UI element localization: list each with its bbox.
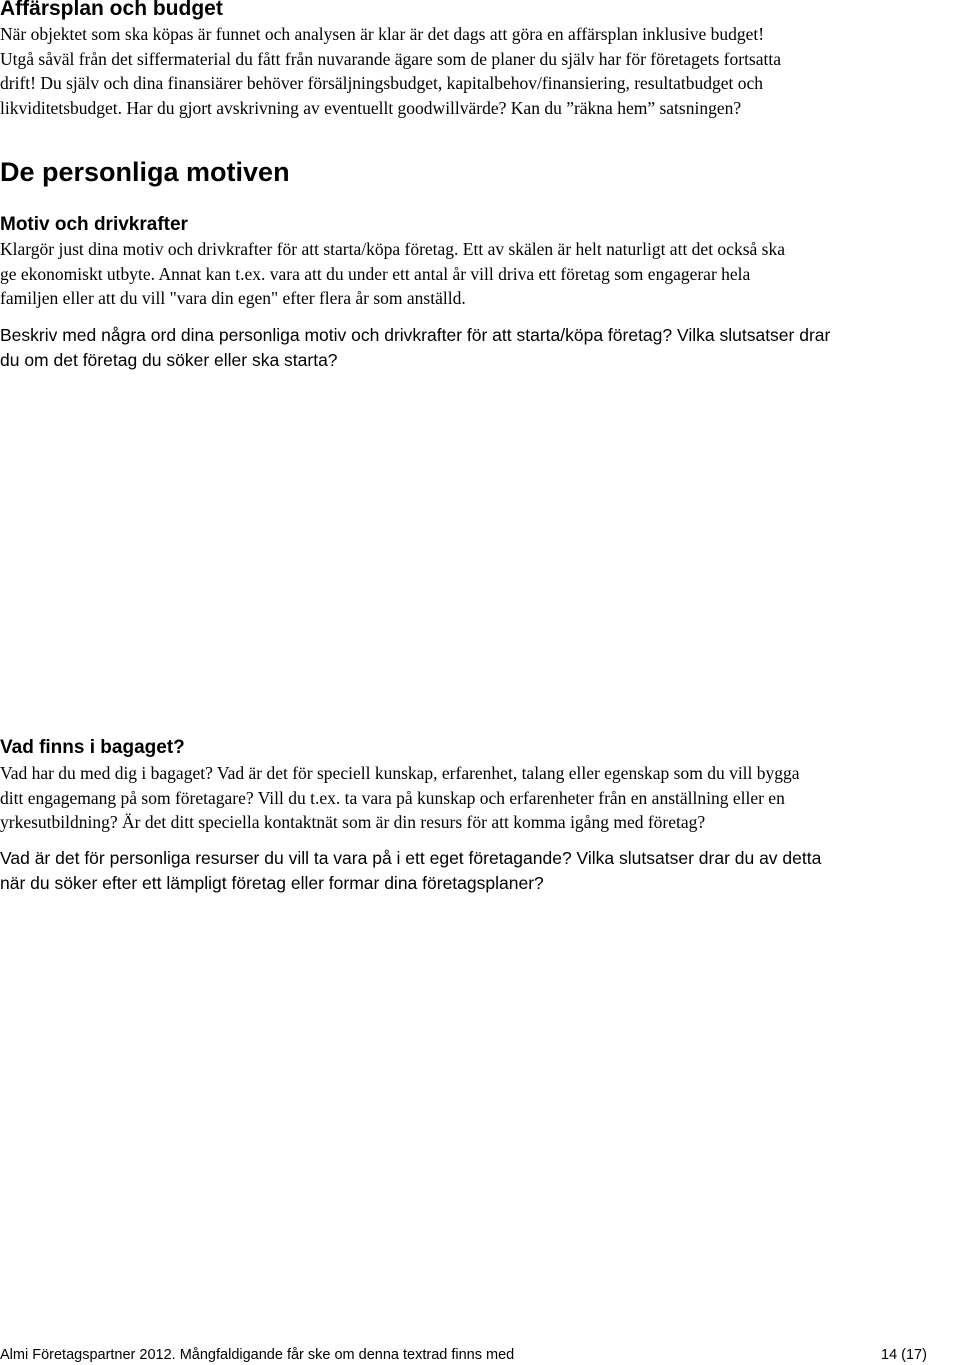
bagaget-line-1: Vad har du med dig i bagaget? Vad är det för speciell kunskap, erfarenhet, talang eller egenskap som du vill bygga bbox=[0, 763, 800, 783]
motiv-answer-area[interactable] bbox=[0, 380, 950, 730]
bagaget-question bbox=[0, 846, 950, 895]
section-title-affarsplan: Affärsplan och budget bbox=[0, 0, 223, 20]
bagaget-question-line-1: Vad är det för personliga resurser du vill ta vara på i ett eget företagande? Vilka slutsatser drar du av detta bbox=[0, 848, 822, 868]
bagaget-answer-area[interactable] bbox=[0, 900, 950, 1330]
motiv-paragraph bbox=[0, 237, 950, 311]
motiv-question-line-2: du om det företag du söker eller ska starta? bbox=[0, 349, 338, 370]
bagaget-question-line-2: när du söker efter ett lämpligt företag eller formar dina företagsplaner? bbox=[0, 872, 544, 893]
affarsplan-line-3: drift! Du själv och dina finansiärer behöver försäljningsbudget, kapitalbehov/finansiering, resultatbudget och bbox=[0, 73, 763, 94]
motiv-line-1: Klargör just dina motiv och drivkrafter för att starta/köpa företag. Ett av skälen är helt naturligt att det också ska bbox=[0, 239, 785, 259]
affarsplan-paragraph bbox=[0, 22, 950, 120]
motiv-line-2: ge ekonomiskt utbyte. Annat kan t.ex. vara att du under ett antal år vill driva ett företag som engagerar hela bbox=[0, 263, 751, 284]
motiv-question bbox=[0, 323, 950, 372]
bagaget-paragraph bbox=[0, 761, 950, 835]
bagaget-line-3: yrkesutbildning? Är det ditt speciella kontaktnät som är din resurs för att komma igång med företag? bbox=[0, 812, 706, 833]
footer-page-number: 14 (17) bbox=[881, 1347, 927, 1363]
section-title-personliga-motiven: De personliga motiven bbox=[0, 157, 290, 187]
subsection-title-motiv: Motiv och drivkrafter bbox=[0, 214, 188, 235]
motiv-question-line-1: Beskriv med några ord dina personliga motiv och drivkrafter för att starta/köpa företag? Vilka slutsatser drar bbox=[0, 325, 831, 345]
affarsplan-line-2: Utgå såväl från det siffermaterial du fått från nuvarande ägare som de planer du själv har för företagets fortsatta bbox=[0, 48, 782, 69]
footer-copyright: Almi Företagspartner 2012. Mångfaldigande får ske om denna textrad finns med bbox=[0, 1347, 515, 1363]
subsection-title-bagaget: Vad finns i bagaget? bbox=[0, 737, 185, 758]
bagaget-line-2: ditt engagemang på som företagare? Vill du t.ex. ta vara på kunskap och erfarenheter från en anställning eller en bbox=[0, 787, 785, 808]
motiv-line-3: familjen eller att du vill "vara din egen" efter flera år som anställd. bbox=[0, 288, 466, 309]
affarsplan-line-4: likviditetsbudget. Har du gjort avskrivning av eventuellt goodwillvärde? Kan du ”räkna hem” satsningen? bbox=[0, 97, 742, 118]
affarsplan-line-1: När objektet som ska köpas är funnet och analysen är klar är det dags att göra en affärsplan inklusive budget! bbox=[0, 24, 765, 44]
